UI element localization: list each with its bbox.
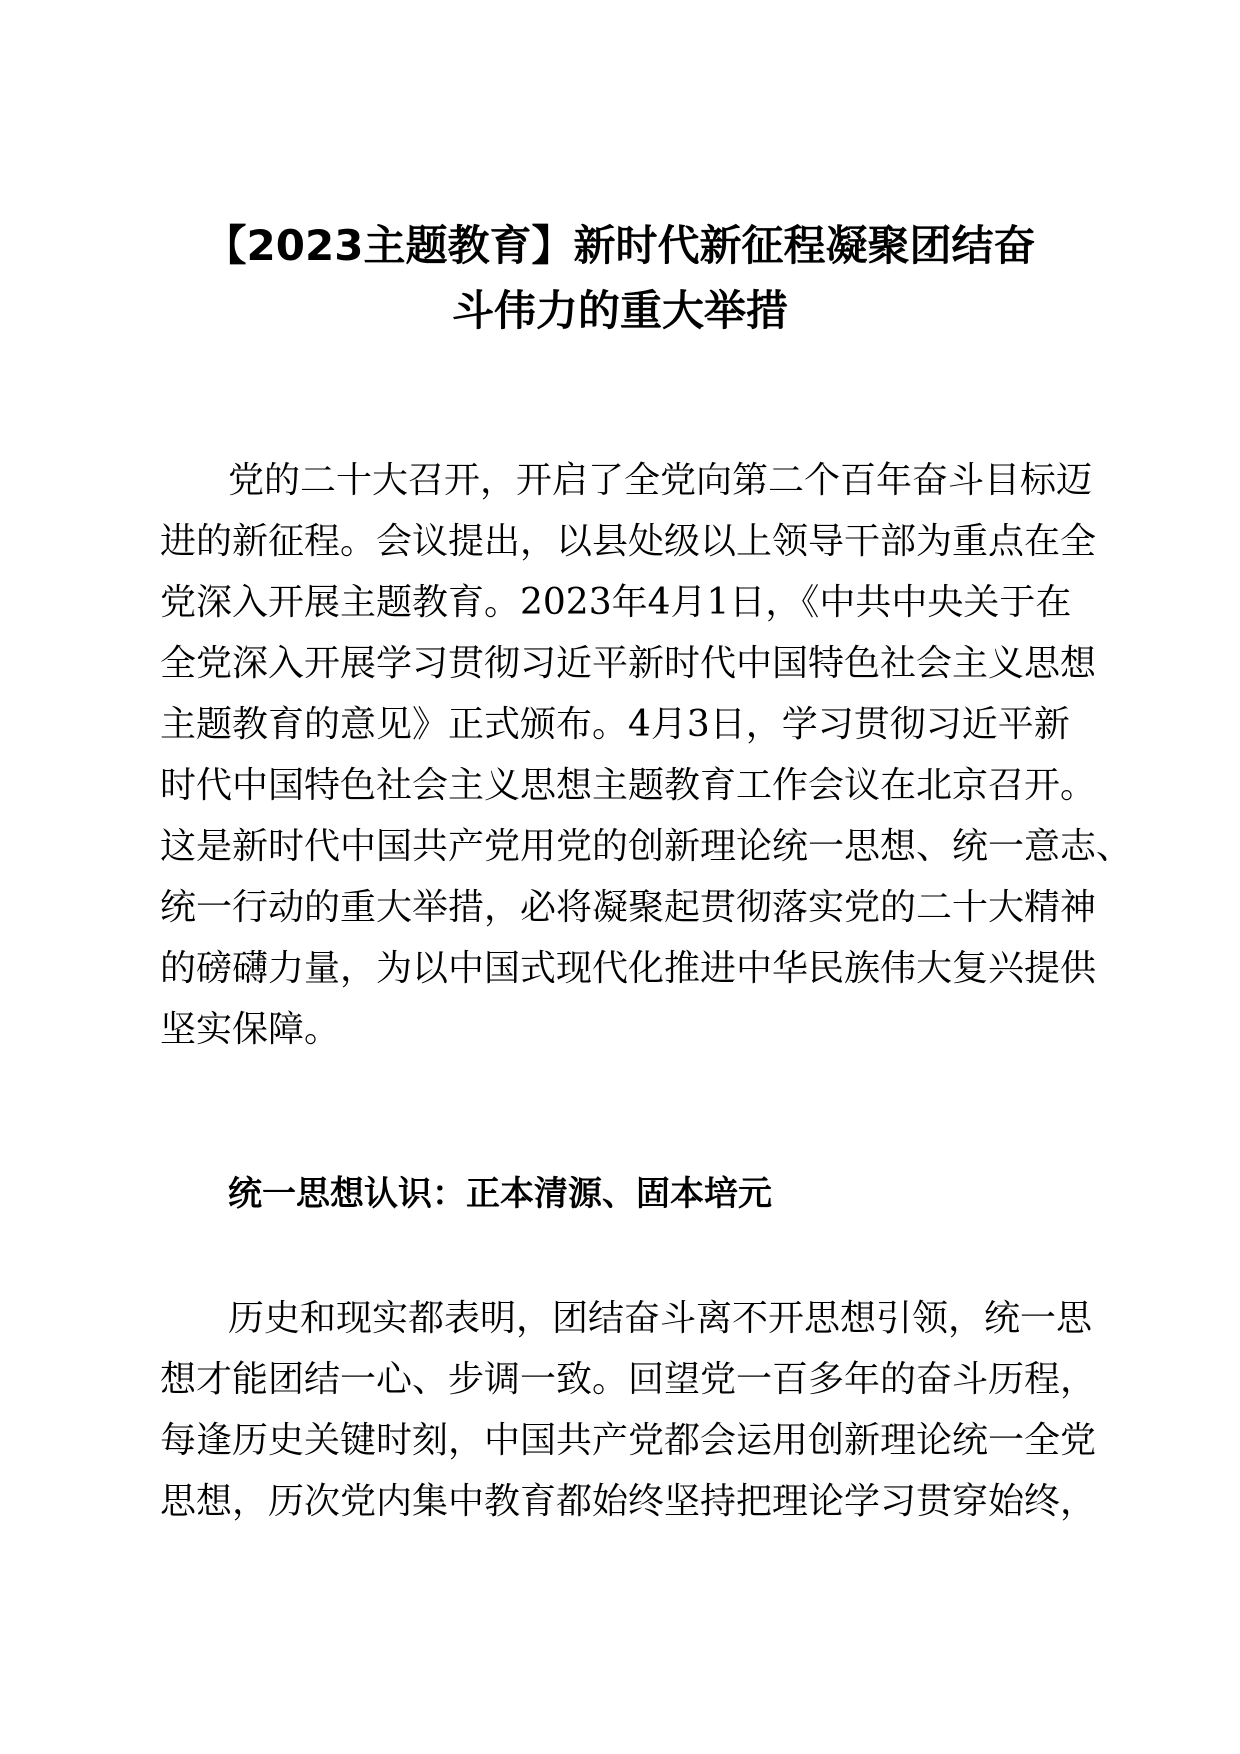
document-title-line-1: 【2023主题教育】新时代新征程凝聚团结奋 <box>204 221 1036 270</box>
paragraph-2-line: 每逢历史关键时刻，中国共产党都会运用创新理论统一全党 <box>160 1420 1097 1461</box>
paragraph-1-line: 进的新征程。会议提出，以县处级以上领导干部为重点在全 <box>160 521 1097 562</box>
paragraph-2-line: 历史和现实都表明，团结奋斗离不开思想引领，统一思 <box>228 1298 1093 1339</box>
paragraph-1-line: 这是新时代中国共产党用党的创新理论统一思想、统一意志、 <box>160 826 1133 867</box>
paragraph-1-line: 坚实保障。 <box>160 1009 341 1050</box>
paragraph-1-line: 党深入开展主题教育。2023年4月1日，《中共中央关于在 <box>160 582 1072 623</box>
paragraph-1-line: 时代中国特色社会主义思想主题教育工作会议在北京召开。 <box>160 765 1097 806</box>
document-title-line-2: 斗伟力的重大举措 <box>451 286 788 335</box>
paragraph-1-line: 统一行动的重大举措，必将凝聚起贯彻落实党的二十大精神 <box>160 887 1097 928</box>
paragraph-1-line: 党的二十大召开，开启了全党向第二个百年奋斗目标迈 <box>228 460 1093 501</box>
paragraph-2-line: 思想，历次党内集中教育都始终坚持把理论学习贯穿始终， <box>160 1481 1097 1522</box>
section-heading: 统一思想认识：正本清源、固本培元 <box>228 1174 772 1214</box>
paragraph-1-line: 主题教育的意见》正式颁布。4月3日，学习贯彻习近平新 <box>160 704 1070 745</box>
paragraph-1-line: 全党深入开展学习贯彻习近平新时代中国特色社会主义思想 <box>160 643 1097 684</box>
paragraph-1-line: 的磅礴力量，为以中国式现代化推进中华民族伟大复兴提供 <box>160 948 1097 989</box>
paragraph-2-line: 想才能团结一心、步调一致。回望党一百多年的奋斗历程， <box>160 1359 1097 1400</box>
